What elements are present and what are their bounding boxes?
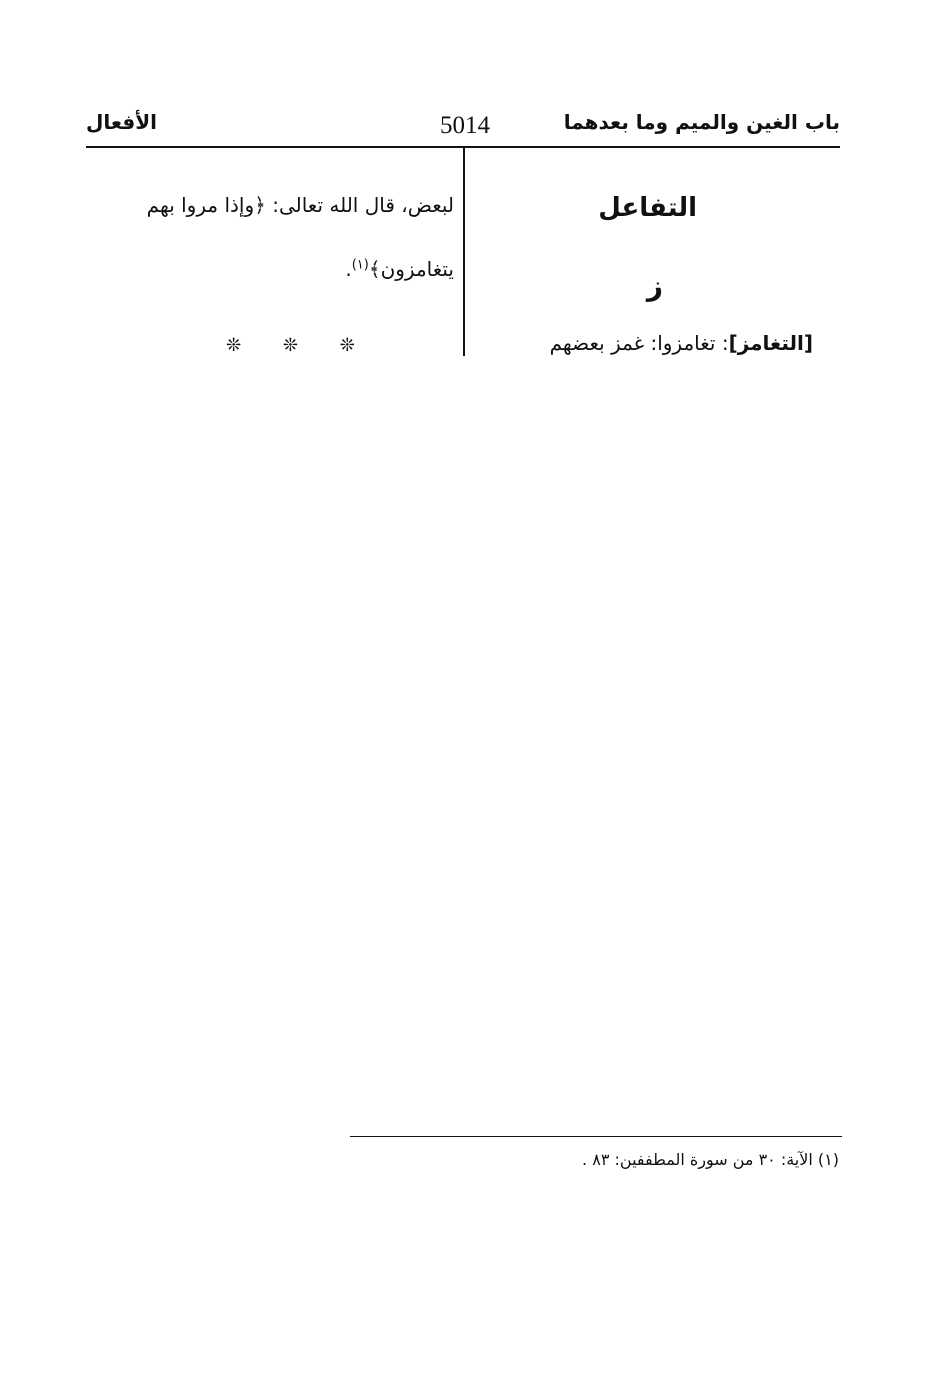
section-separator: ❊ ❊ ❊ [226, 335, 373, 356]
chapter-title: باب الغين والميم وما بعدهما [563, 110, 840, 134]
continuation-line-1: لبعض، قال الله تعالى: ﴿وإذا مروا بهم [146, 193, 454, 217]
footnote-reference[interactable]: (١) [351, 257, 369, 273]
column-divider [463, 148, 465, 356]
entry-text: : تغامزوا: غمز بعضهم [549, 331, 729, 355]
form-heading: التفاعل [598, 193, 697, 223]
quran-quote-end: يتغامزون﴾ [368, 257, 454, 281]
entry-headword: [التغامز] [728, 331, 813, 355]
sentence-end: . [345, 257, 352, 281]
root-letter: ز [646, 269, 663, 302]
footnote: (١) الآية: ٣٠ من سورة المطففين: ٨٣ . [582, 1150, 839, 1169]
page-number: 5014 [440, 112, 490, 139]
footnote-rule [350, 1136, 842, 1137]
continuation-line-2 [345, 257, 454, 281]
section-title: الأفعال [86, 110, 157, 134]
running-header [86, 110, 840, 148]
entry-line [550, 331, 813, 355]
